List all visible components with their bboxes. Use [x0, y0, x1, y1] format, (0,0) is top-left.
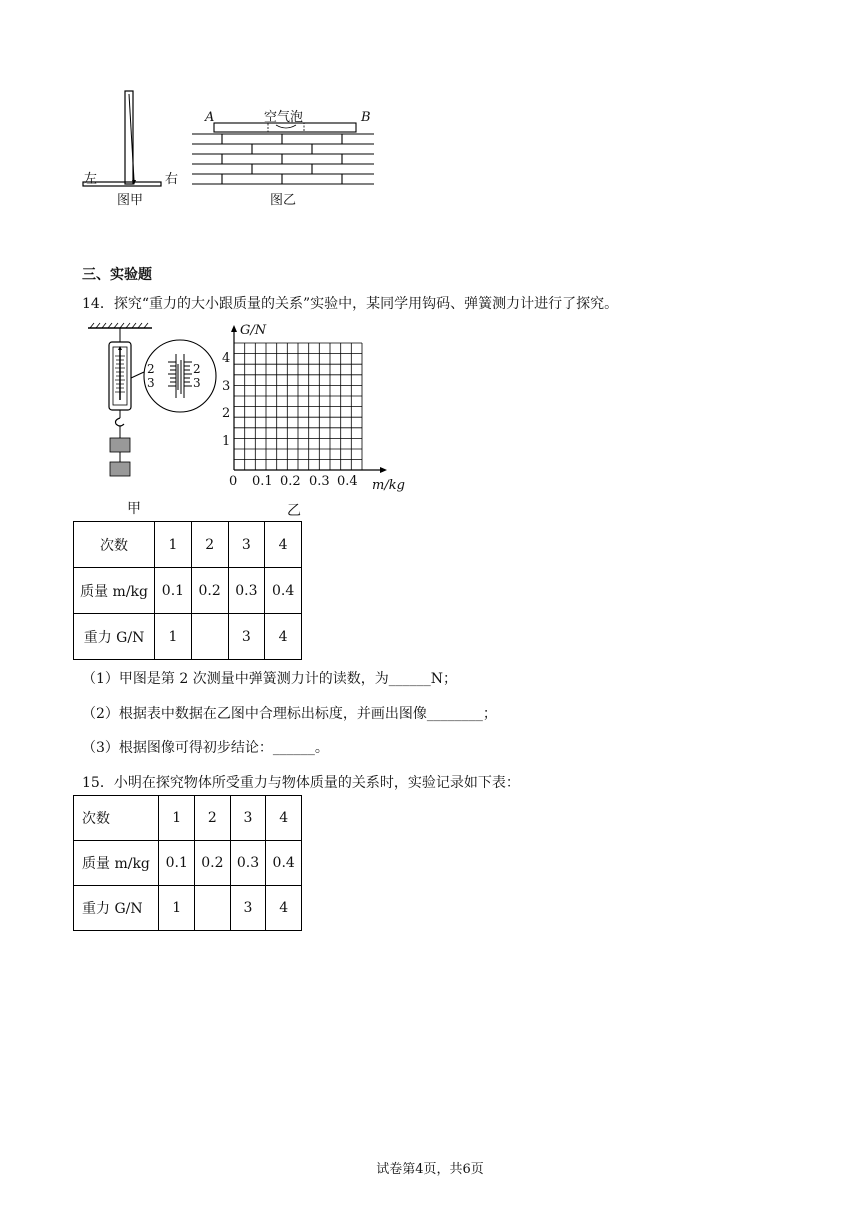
- table-header-cell: 3: [228, 522, 265, 568]
- graph-ytick: 2: [222, 406, 231, 421]
- q14-stem: 14．探究“重力的大小跟质量的关系”实验中，某同学用钩码、弹簧测力计进行了探究。: [82, 296, 619, 312]
- table-cell: 质量 m/kg: [74, 568, 155, 614]
- graph-ytick: 4: [222, 351, 231, 366]
- table-cell: 重力 G/N: [74, 614, 155, 660]
- q14-sub2: （2）根据表中数据在乙图中合理标出标度，并画出图像________；: [82, 706, 497, 722]
- table-cell: 0.1: [155, 568, 192, 614]
- table-cell: 3: [228, 614, 265, 660]
- table-cell: 质量 m/kg: [74, 841, 159, 886]
- table-header-cell: 1: [159, 796, 195, 841]
- table-header-cell: 1: [155, 522, 192, 568]
- table-cell: 1: [155, 614, 192, 660]
- graph-xtick: 0.3: [309, 474, 330, 489]
- scale-mark-3-right: 3: [193, 376, 201, 390]
- table-cell: 0.3: [230, 841, 266, 886]
- table-cell: 1: [159, 886, 195, 931]
- caption-yi-top: 图乙: [270, 193, 297, 208]
- table-row: [74, 568, 302, 614]
- scale-mark-2-right: 2: [193, 362, 201, 376]
- scale-mark-3-left: 3: [147, 376, 155, 390]
- left-label: 左: [84, 172, 98, 187]
- caption-jia: 图甲: [117, 193, 144, 208]
- table-header-cell: 次数: [74, 796, 159, 841]
- table-row: [74, 796, 302, 841]
- graph-ytick: 1: [222, 434, 231, 449]
- table-cell: 0.2: [195, 841, 231, 886]
- graph-xtick: 0.4: [337, 474, 358, 489]
- table-header-cell: 次数: [74, 522, 155, 568]
- right-label: 右: [165, 172, 179, 187]
- table-row: [74, 886, 302, 931]
- caption-yi-q14: 乙: [287, 503, 301, 519]
- table-cell: 0.4: [265, 568, 302, 614]
- scale-mark-2-left: 2: [147, 362, 155, 376]
- bubble-label: 空气泡: [264, 110, 304, 125]
- table-row: [74, 841, 302, 886]
- point-b-label: B: [361, 110, 371, 125]
- table-cell: [195, 886, 231, 931]
- graph-xtick: 0: [229, 474, 238, 489]
- graph-xlabel: m/kg: [372, 478, 405, 493]
- table-row: [74, 614, 302, 660]
- table-header-cell: 3: [230, 796, 266, 841]
- table-row: [74, 522, 302, 568]
- graph-xtick: 0.2: [280, 474, 301, 489]
- table-header-cell: 4: [265, 522, 302, 568]
- figure-grid-graph: [214, 322, 414, 492]
- table-header-cell: 4: [266, 796, 302, 841]
- table-cell: 0.1: [159, 841, 195, 886]
- table-cell: 0.2: [191, 568, 228, 614]
- caption-jia-q14: 甲: [127, 501, 141, 517]
- q15-data-table: [73, 795, 302, 931]
- table-header-cell: 2: [191, 522, 228, 568]
- page-footer: 试卷第4页，共6页: [376, 1162, 484, 1177]
- q14-sub1: （1）甲图是第 2 次测量中弹簧测力计的读数，为______N；: [82, 671, 457, 687]
- table-cell: [191, 614, 228, 660]
- graph-xtick: 0.1: [252, 474, 273, 489]
- table-cell: 0.3: [228, 568, 265, 614]
- section-title: 三、实验题: [82, 267, 152, 283]
- graph-ylabel: G/N: [240, 323, 267, 338]
- point-a-label: A: [205, 110, 215, 125]
- table-cell: 4: [265, 614, 302, 660]
- table-cell: 0.4: [266, 841, 302, 886]
- q14-sub3: （3）根据图像可得初步结论：______。: [82, 740, 329, 756]
- q14-data-table: [73, 521, 302, 660]
- table-cell: 4: [266, 886, 302, 931]
- figure-spring-scale: [82, 320, 222, 498]
- table-cell: 3: [230, 886, 266, 931]
- table-header-cell: 2: [195, 796, 231, 841]
- q15-stem: 15．小明在探究物体所受重力与物体质量的关系时，实验记录如下表：: [82, 775, 520, 791]
- table-cell: 重力 G/N: [74, 886, 159, 931]
- graph-ytick: 3: [222, 379, 231, 394]
